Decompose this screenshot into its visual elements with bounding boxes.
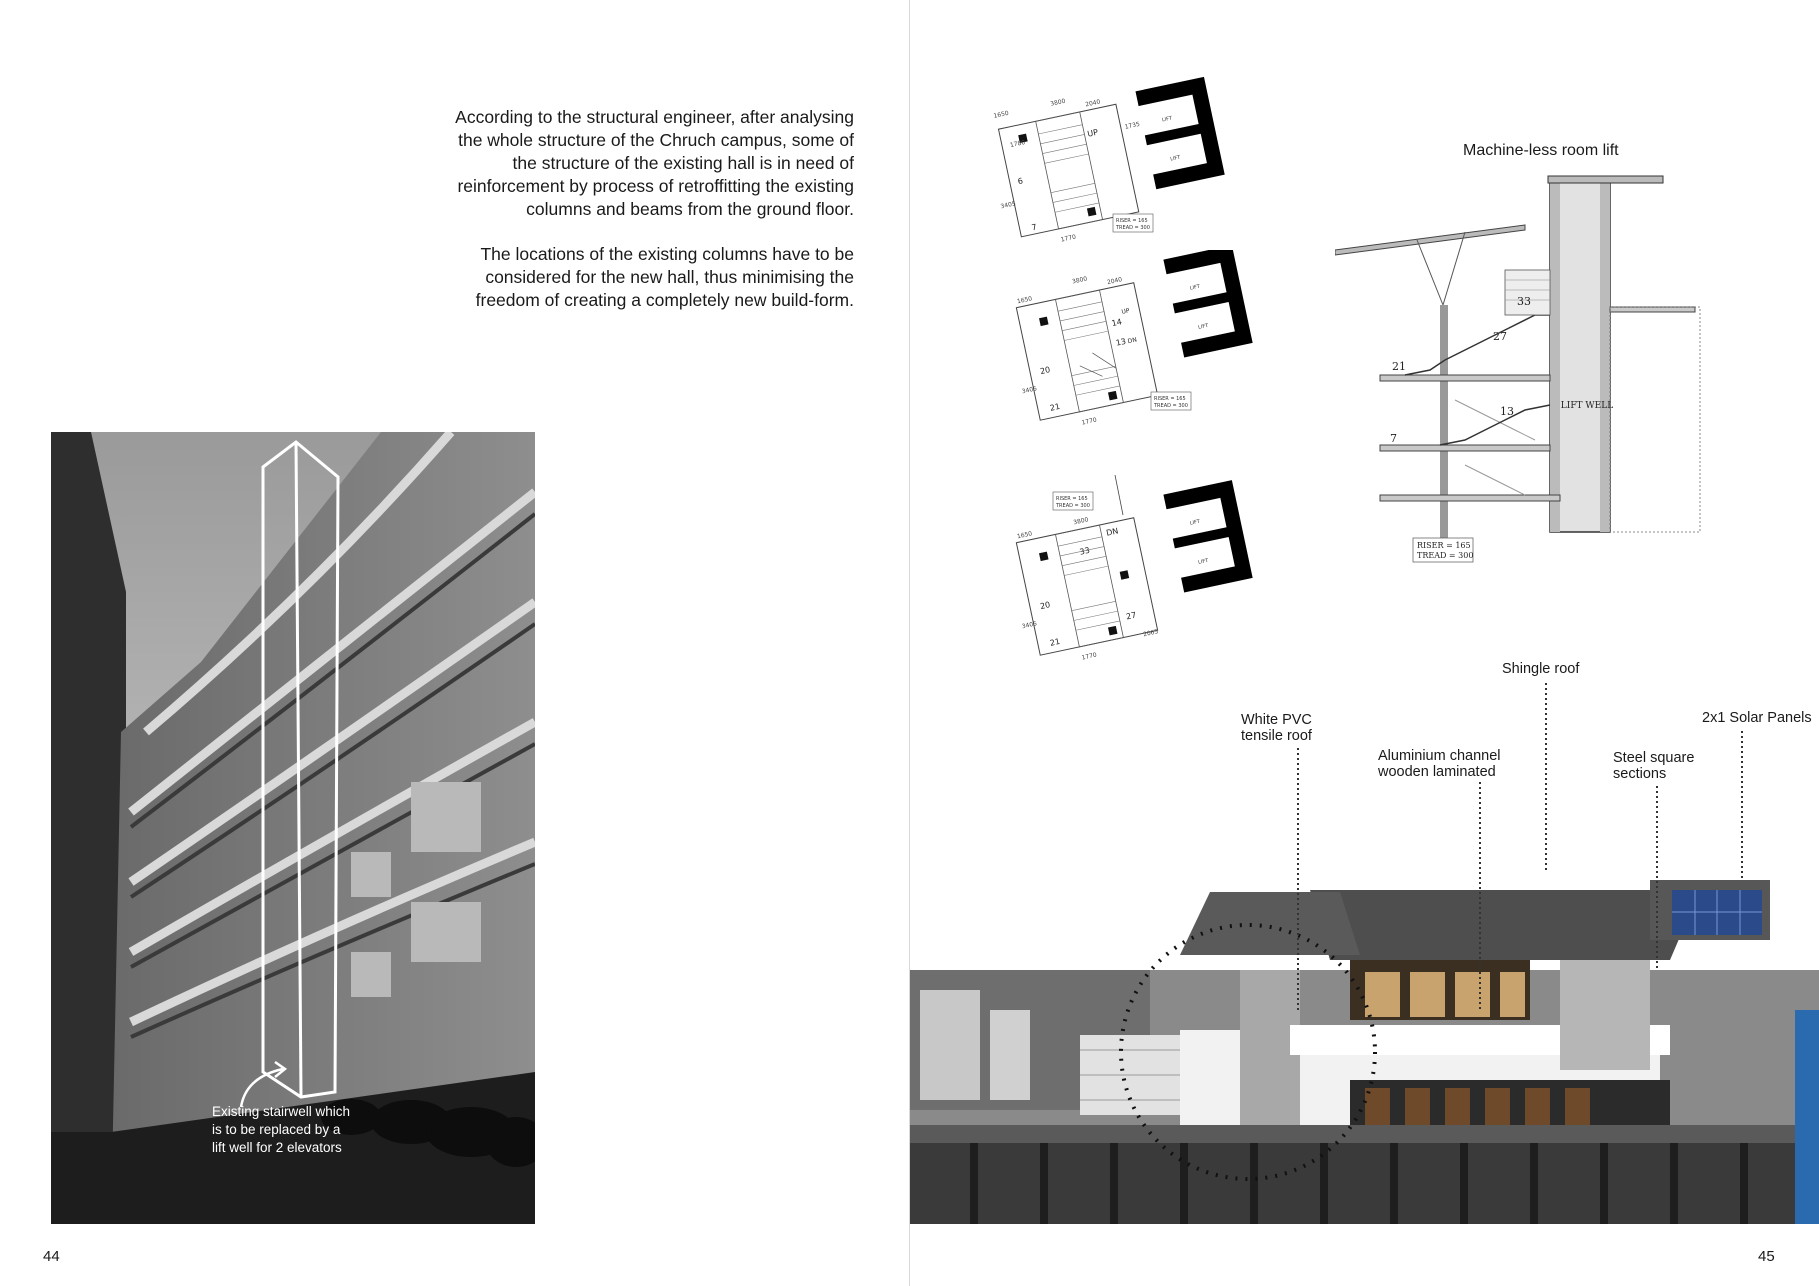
- section-label: 7: [1390, 432, 1397, 445]
- section-label: 13: [1500, 405, 1514, 418]
- paragraph-line: the structure of the existing hall is in need of: [512, 153, 854, 173]
- plan-dim: 2040: [1084, 98, 1102, 109]
- callout-line: tensile roof: [1241, 728, 1312, 744]
- plan-label: 21: [1049, 401, 1061, 413]
- photo-caption-line: Existing stairwell which: [212, 1104, 351, 1119]
- plan-dim: 1650: [993, 109, 1010, 120]
- plan-label: 6: [1016, 176, 1024, 187]
- callout-solar-panels: [1702, 710, 1812, 726]
- plan-note: RISER = 165: [1154, 396, 1186, 402]
- paragraph-line: The locations of the existing columns have to be: [480, 244, 854, 264]
- lift-label: LIFT: [1189, 283, 1201, 292]
- plan-dim: 3405: [1021, 385, 1038, 396]
- lift-label: LIFT: [1169, 154, 1181, 163]
- lift-label: LIFT: [1161, 115, 1173, 124]
- plan-label: 20: [1039, 365, 1052, 377]
- callout-line: Aluminium channel: [1378, 748, 1501, 764]
- section-note: TREAD = 300: [1417, 551, 1474, 560]
- callout-line: wooden laminated: [1378, 764, 1496, 780]
- paragraph-line: According to the structural engineer, after analysing: [455, 107, 854, 127]
- photo-caption: [212, 1103, 372, 1157]
- plan-dim: 1735: [1124, 120, 1141, 131]
- plan-label: 21: [1049, 636, 1061, 648]
- callout-shingle-roof: [1502, 661, 1579, 677]
- plan-note: RISER = 165: [1116, 218, 1148, 224]
- plan-dim: 1650: [1016, 530, 1033, 541]
- callout-line: White PVC: [1241, 712, 1312, 728]
- callout-line: sections: [1613, 766, 1667, 782]
- section-title: Machine-less room lift: [1463, 142, 1619, 159]
- page-number-left: 44: [43, 1248, 60, 1265]
- lift-section-drawing: [1335, 170, 1725, 570]
- plan-dim: 1770: [1081, 651, 1098, 662]
- plan-label: DN: [1127, 336, 1138, 346]
- paragraph-line: columns and beams from the ground floor.: [526, 199, 854, 219]
- plan-dim: 1650: [1016, 295, 1033, 306]
- plan-dim: 2040: [1106, 276, 1123, 287]
- paragraph-line: considered for the new hall, thus minimising the: [485, 267, 854, 287]
- plan-dim: 2065: [1142, 628, 1159, 639]
- callout-steel-sections: [1613, 750, 1694, 782]
- lift-label: LIFT: [1197, 557, 1209, 566]
- callout-line: 2x1 Solar Panels: [1702, 710, 1812, 726]
- callout-line: Steel square: [1613, 750, 1695, 766]
- plan-label: UP: [1120, 307, 1131, 316]
- page-number-right: 45: [1758, 1248, 1775, 1265]
- plan-dim: 1770: [1081, 416, 1098, 427]
- plan-label: 14: [1110, 317, 1123, 329]
- callout-line: Shingle roof: [1502, 661, 1580, 677]
- plan-label: UP: [1086, 127, 1099, 139]
- plan-label: 33: [1078, 545, 1091, 557]
- plan-note: RISER = 165: [1056, 496, 1088, 502]
- paragraph-existing-columns: [420, 243, 854, 312]
- hall-section-render: [910, 860, 1819, 1224]
- section-note: RISER = 165: [1417, 541, 1471, 550]
- callout-pvc-roof: [1241, 712, 1312, 744]
- plan-dim: 1780: [1009, 139, 1026, 150]
- stair-plan-3: [1015, 475, 1265, 665]
- plan-dim: 3800: [1071, 275, 1088, 286]
- photo-caption-line: is to be replaced by a: [212, 1122, 341, 1137]
- plan-label: DN: [1105, 526, 1120, 538]
- callout-aluminium-channel: [1378, 748, 1501, 780]
- section-label: 27: [1493, 330, 1507, 343]
- paragraph-line: reinforcement by process of retroffitting the existing: [457, 176, 854, 196]
- lift-label: LIFT: [1197, 322, 1209, 331]
- plan-dim: 3800: [1049, 97, 1067, 108]
- plan-note: TREAD = 300: [1154, 403, 1188, 409]
- plan-label: 20: [1039, 600, 1052, 612]
- plan-dim: 3800: [1072, 516, 1090, 527]
- plan-dim: 3405: [999, 200, 1017, 211]
- paragraph-line: the whole structure of the Chruch campus, some of: [458, 130, 854, 150]
- plan-label: 13: [1114, 336, 1127, 348]
- stair-plan-1: [985, 72, 1235, 252]
- lift-well-label: LIFT WELL: [1560, 401, 1614, 411]
- section-label: 33: [1517, 295, 1531, 308]
- paragraph-structural-engineer: [420, 106, 854, 221]
- lift-label: LIFT: [1189, 518, 1201, 527]
- section-label: 21: [1392, 360, 1406, 373]
- plan-label: 7: [1030, 222, 1038, 233]
- plan-dim: 3405: [1021, 620, 1038, 631]
- plan-note: TREAD = 300: [1116, 225, 1150, 231]
- plan-dim: 1770: [1060, 233, 1077, 244]
- plan-note: TREAD = 300: [1056, 503, 1090, 509]
- stair-plan-2: [1015, 250, 1265, 430]
- paragraph-line: freedom of creating a completely new build-form.: [475, 290, 854, 310]
- plan-label: 27: [1125, 610, 1138, 622]
- photo-caption-line: lift well for 2 elevators: [212, 1140, 342, 1155]
